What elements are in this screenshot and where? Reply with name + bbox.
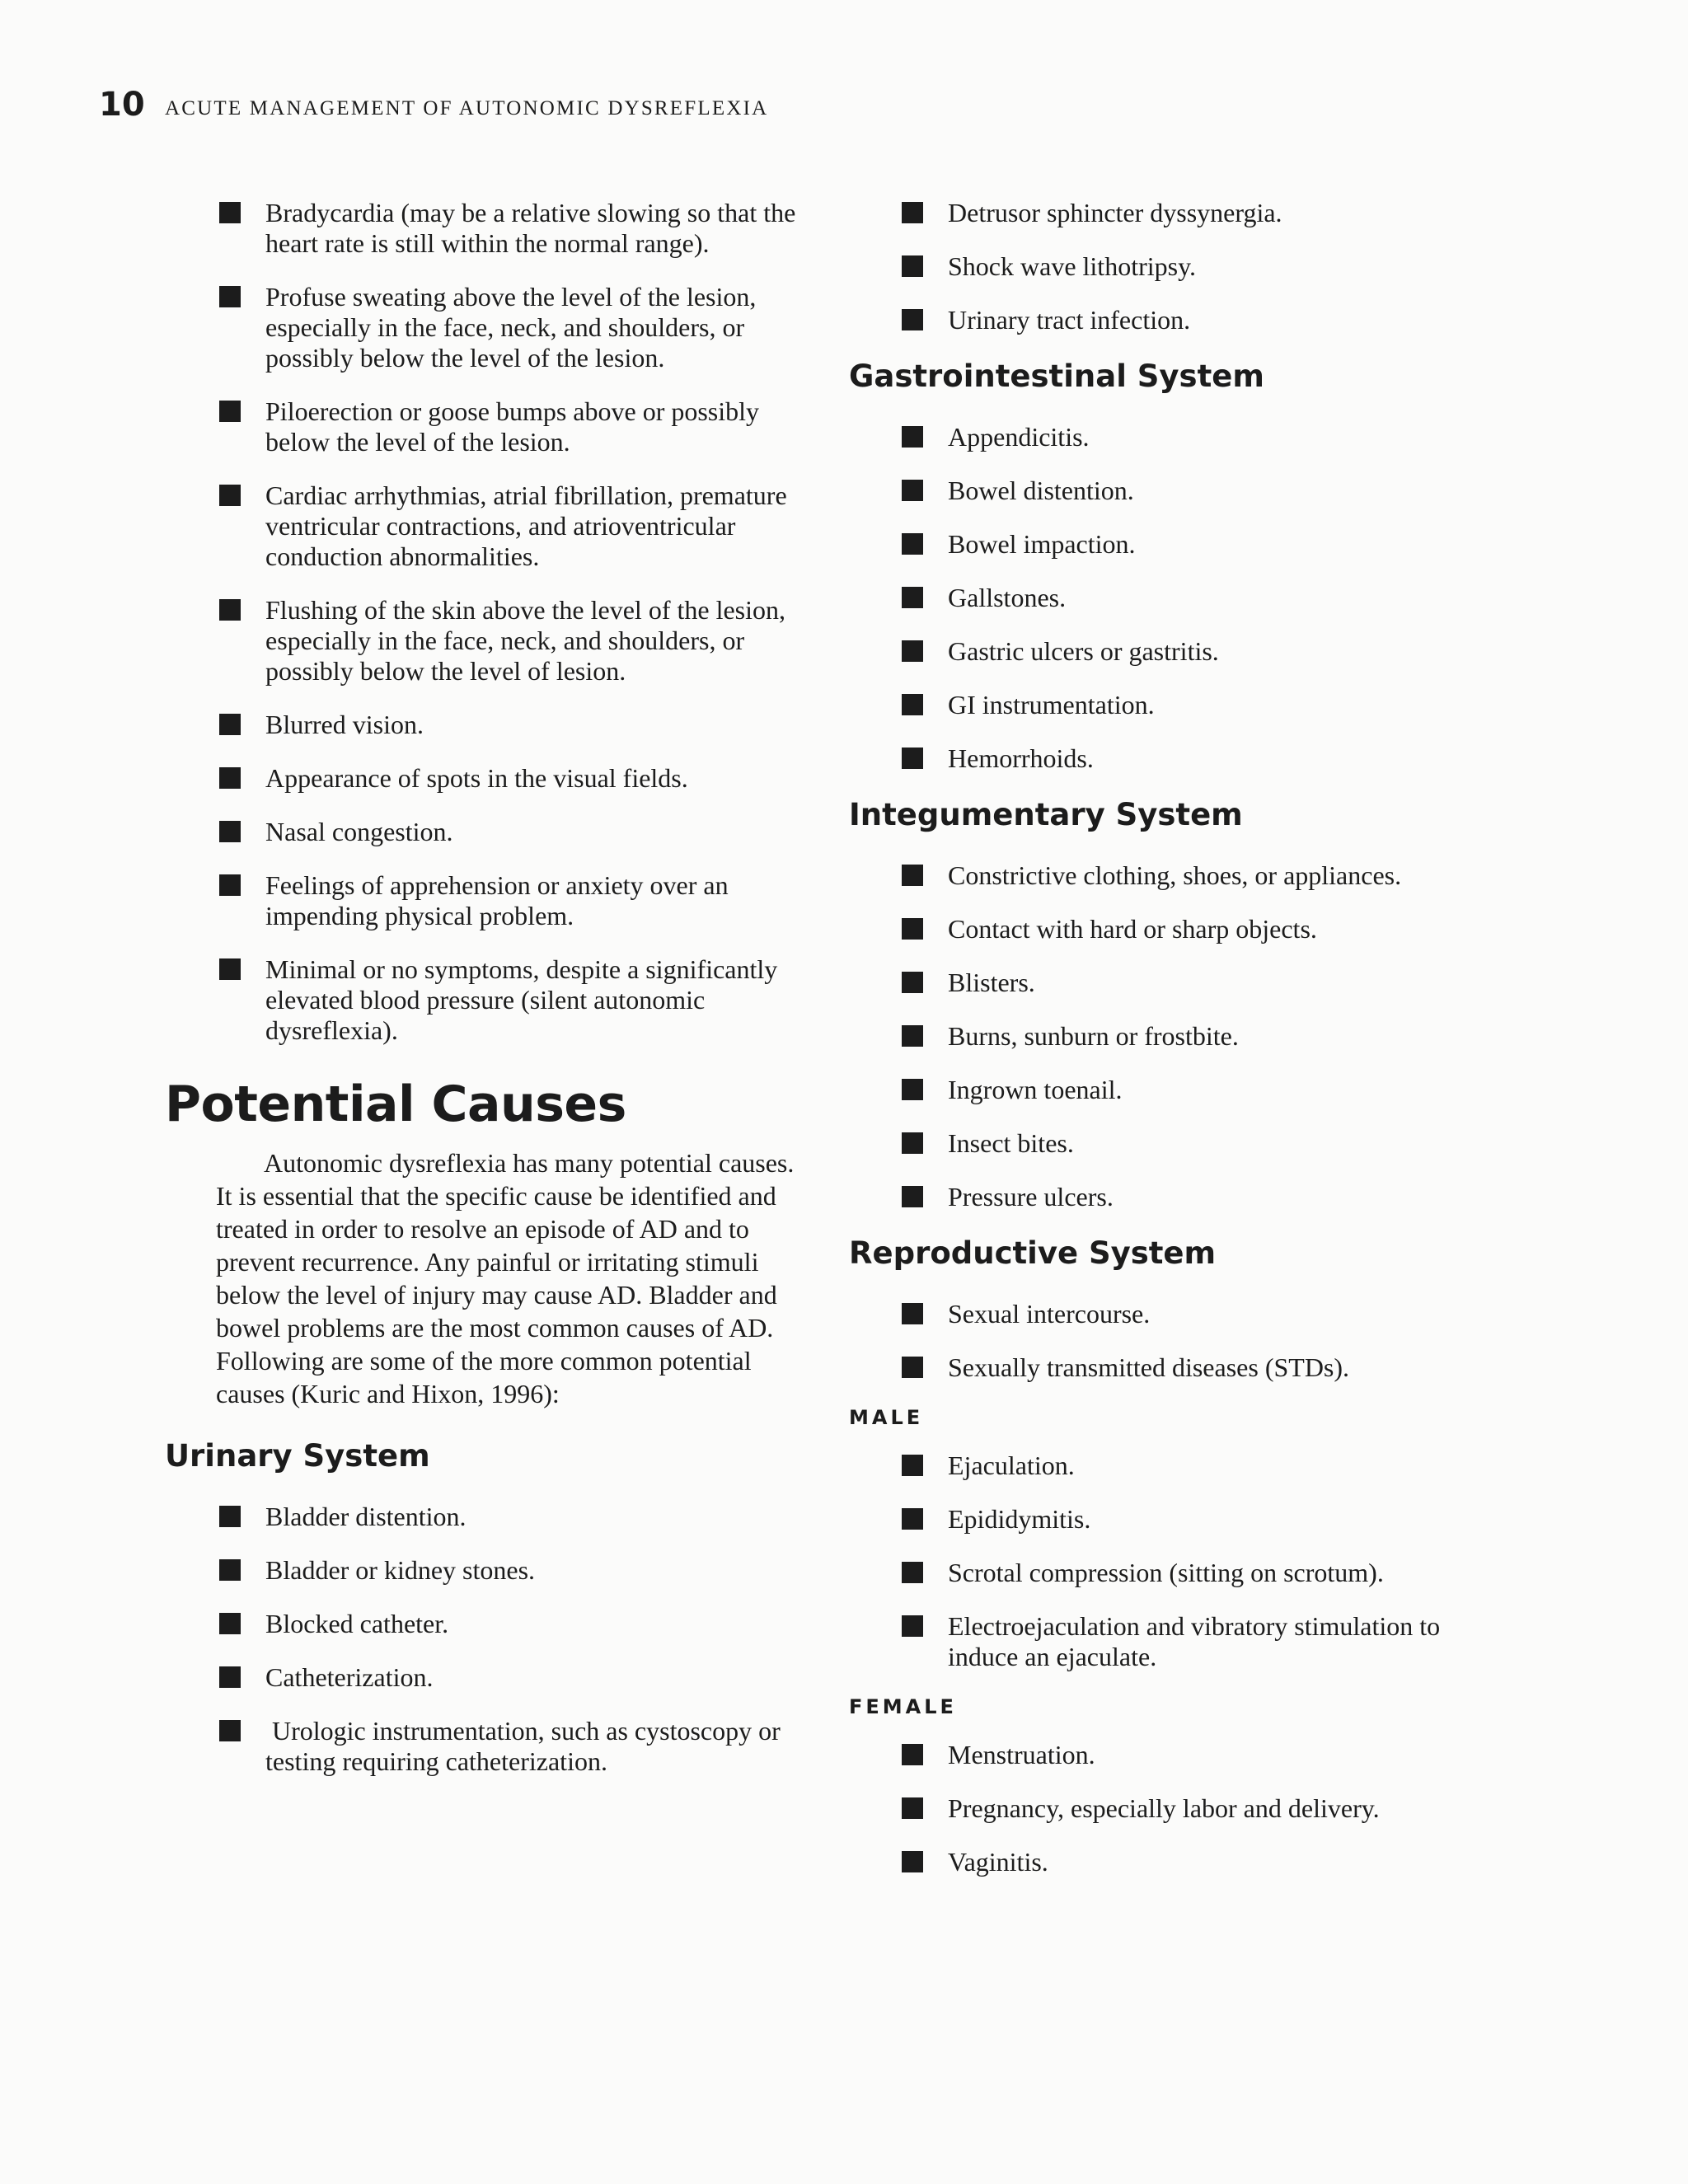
square-bullet-icon: [902, 1186, 923, 1207]
list-item: Appendicitis.: [849, 422, 1500, 452]
list-item: Vaginitis.: [849, 1847, 1500, 1877]
list-item: Electroejaculation and vibratory stimulation to induce an ejaculate.: [849, 1611, 1500, 1672]
square-bullet-icon: [219, 874, 241, 896]
list-item: Menstruation.: [849, 1740, 1500, 1770]
integumentary-list: [849, 860, 1500, 1212]
square-bullet-icon: [219, 1506, 241, 1527]
square-bullet-icon: [219, 1666, 241, 1688]
list-item: Sexual intercourse.: [849, 1299, 1500, 1329]
list-item: Shock wave lithotripsy.: [849, 251, 1500, 282]
list-item: Pregnancy, especially labor and delivery.: [849, 1793, 1500, 1824]
square-bullet-icon: [902, 640, 923, 662]
list-item: Bradycardia (may be a relative slowing so that the heart rate is still within the normal range).: [165, 198, 808, 259]
list-item: Blocked catheter.: [165, 1609, 808, 1639]
intro-paragraph: Autonomic dysreflexia has many potential causes. It is essential that the specific cause be identified and treated in order to resolve an episode of AD and to prevent recurrence. Any painful or irritating stimuli below the level of injury may cause AD. Bladder and bowel problems are the most common causes of AD. Following are some of the more common potential causes (Kuric and Hixon, 1996):: [216, 1148, 795, 1408]
square-bullet-icon: [902, 694, 923, 715]
square-bullet-icon: [219, 1720, 241, 1741]
square-bullet-icon: [902, 1508, 923, 1530]
list-item: Blurred vision.: [165, 710, 808, 740]
list-item: Profuse sweating above the level of the lesion, especially in the face, neck, and shoulders, or possibly below the level of the lesion.: [165, 282, 808, 373]
list-item: Urologic instrumentation, such as cystoscopy or testing requiring catheterization.: [165, 1716, 808, 1777]
list-item: Scrotal compression (sitting on scrotum).: [849, 1558, 1500, 1588]
female-heading: FEMALE: [849, 1695, 957, 1718]
square-bullet-icon: [219, 821, 241, 842]
square-bullet-icon: [902, 255, 923, 277]
square-bullet-icon: [219, 599, 241, 621]
square-bullet-icon: [219, 485, 241, 506]
list-item: Cardiac arrhythmias, atrial fibrillation, premature ventricular contractions, and atrioventricular conduction abnormalities.: [165, 480, 808, 572]
gi-heading: Gastrointestinal System: [849, 359, 1264, 394]
list-item: Sexually transmitted diseases (STDs).: [849, 1352, 1500, 1383]
square-bullet-icon: [902, 865, 923, 886]
list-item: Pressure ulcers.: [849, 1182, 1500, 1212]
list-item: Bowel impaction.: [849, 529, 1500, 560]
integumentary-heading: Integumentary System: [849, 797, 1243, 832]
square-bullet-icon: [902, 748, 923, 769]
urinary-continued-list: [849, 198, 1500, 335]
urinary-heading: Urinary System: [165, 1438, 430, 1474]
female-list: [849, 1740, 1500, 1877]
square-bullet-icon: [902, 1797, 923, 1819]
right-column: [849, 198, 1500, 1900]
left-column: [165, 198, 808, 1800]
square-bullet-icon: [902, 1079, 923, 1100]
running-head: ACUTE MANAGEMENT OF AUTONOMIC DYSREFLEXIA: [165, 97, 769, 120]
page-number: 10: [99, 86, 145, 124]
urinary-list: [165, 1502, 808, 1777]
square-bullet-icon: [219, 1559, 241, 1581]
square-bullet-icon: [219, 286, 241, 307]
list-item: Constrictive clothing, shoes, or appliances.: [849, 860, 1500, 891]
list-item: Epididymitis.: [849, 1504, 1500, 1535]
reproductive-list: [849, 1299, 1500, 1383]
list-item: Detrusor sphincter dyssynergia.: [849, 198, 1500, 228]
square-bullet-icon: [219, 401, 241, 422]
square-bullet-icon: [902, 1744, 923, 1765]
square-bullet-icon: [219, 1613, 241, 1634]
square-bullet-icon: [902, 1615, 923, 1637]
square-bullet-icon: [219, 714, 241, 735]
list-item: GI instrumentation.: [849, 690, 1500, 720]
square-bullet-icon: [902, 587, 923, 608]
list-item: Urinary tract infection.: [849, 305, 1500, 335]
list-item: Bladder distention.: [165, 1502, 808, 1532]
symptom-list: [165, 198, 808, 1046]
list-item: Bladder or kidney stones.: [165, 1555, 808, 1586]
reproductive-heading: Reproductive System: [849, 1235, 1217, 1271]
square-bullet-icon: [902, 1303, 923, 1324]
list-item: Burns, sunburn or frostbite.: [849, 1021, 1500, 1052]
square-bullet-icon: [219, 958, 241, 980]
male-list: [849, 1451, 1500, 1672]
list-item: Insect bites.: [849, 1128, 1500, 1159]
list-item: Piloerection or goose bumps above or possibly below the level of the lesion.: [165, 396, 808, 457]
list-item: Ejaculation.: [849, 1451, 1500, 1481]
square-bullet-icon: [902, 1455, 923, 1476]
list-item: Feelings of apprehension or anxiety over an impending physical problem.: [165, 870, 808, 931]
list-item: Gallstones.: [849, 583, 1500, 613]
list-item: Flushing of the skin above the level of the lesion, especially in the face, neck, and shoulders, or possibly below the level of lesion.: [165, 595, 808, 687]
list-item: Appearance of spots in the visual fields.: [165, 763, 808, 794]
square-bullet-icon: [902, 533, 923, 555]
list-item: Minimal or no symptoms, despite a significantly elevated blood pressure (silent autonomic dysreflexia).: [165, 954, 808, 1046]
square-bullet-icon: [902, 972, 923, 993]
square-bullet-icon: [902, 1851, 923, 1872]
list-item: Catheterization.: [165, 1662, 808, 1693]
square-bullet-icon: [902, 1132, 923, 1154]
square-bullet-icon: [902, 426, 923, 448]
square-bullet-icon: [902, 1025, 923, 1047]
male-heading: MALE: [849, 1406, 924, 1429]
square-bullet-icon: [902, 918, 923, 940]
list-item: Contact with hard or sharp objects.: [849, 914, 1500, 944]
square-bullet-icon: [219, 767, 241, 789]
square-bullet-icon: [902, 202, 923, 223]
list-item: Ingrown toenail.: [849, 1075, 1500, 1105]
list-item: Gastric ulcers or gastritis.: [849, 636, 1500, 667]
square-bullet-icon: [902, 309, 923, 330]
square-bullet-icon: [902, 480, 923, 501]
square-bullet-icon: [219, 202, 241, 223]
list-item: Nasal congestion.: [165, 817, 808, 847]
section-title: Potential Causes: [165, 1076, 626, 1133]
list-item: Bowel distention.: [849, 476, 1500, 506]
square-bullet-icon: [902, 1562, 923, 1583]
square-bullet-icon: [902, 1357, 923, 1378]
list-item: Blisters.: [849, 968, 1500, 998]
gi-list: [849, 422, 1500, 774]
list-item: Hemorrhoids.: [849, 743, 1500, 774]
